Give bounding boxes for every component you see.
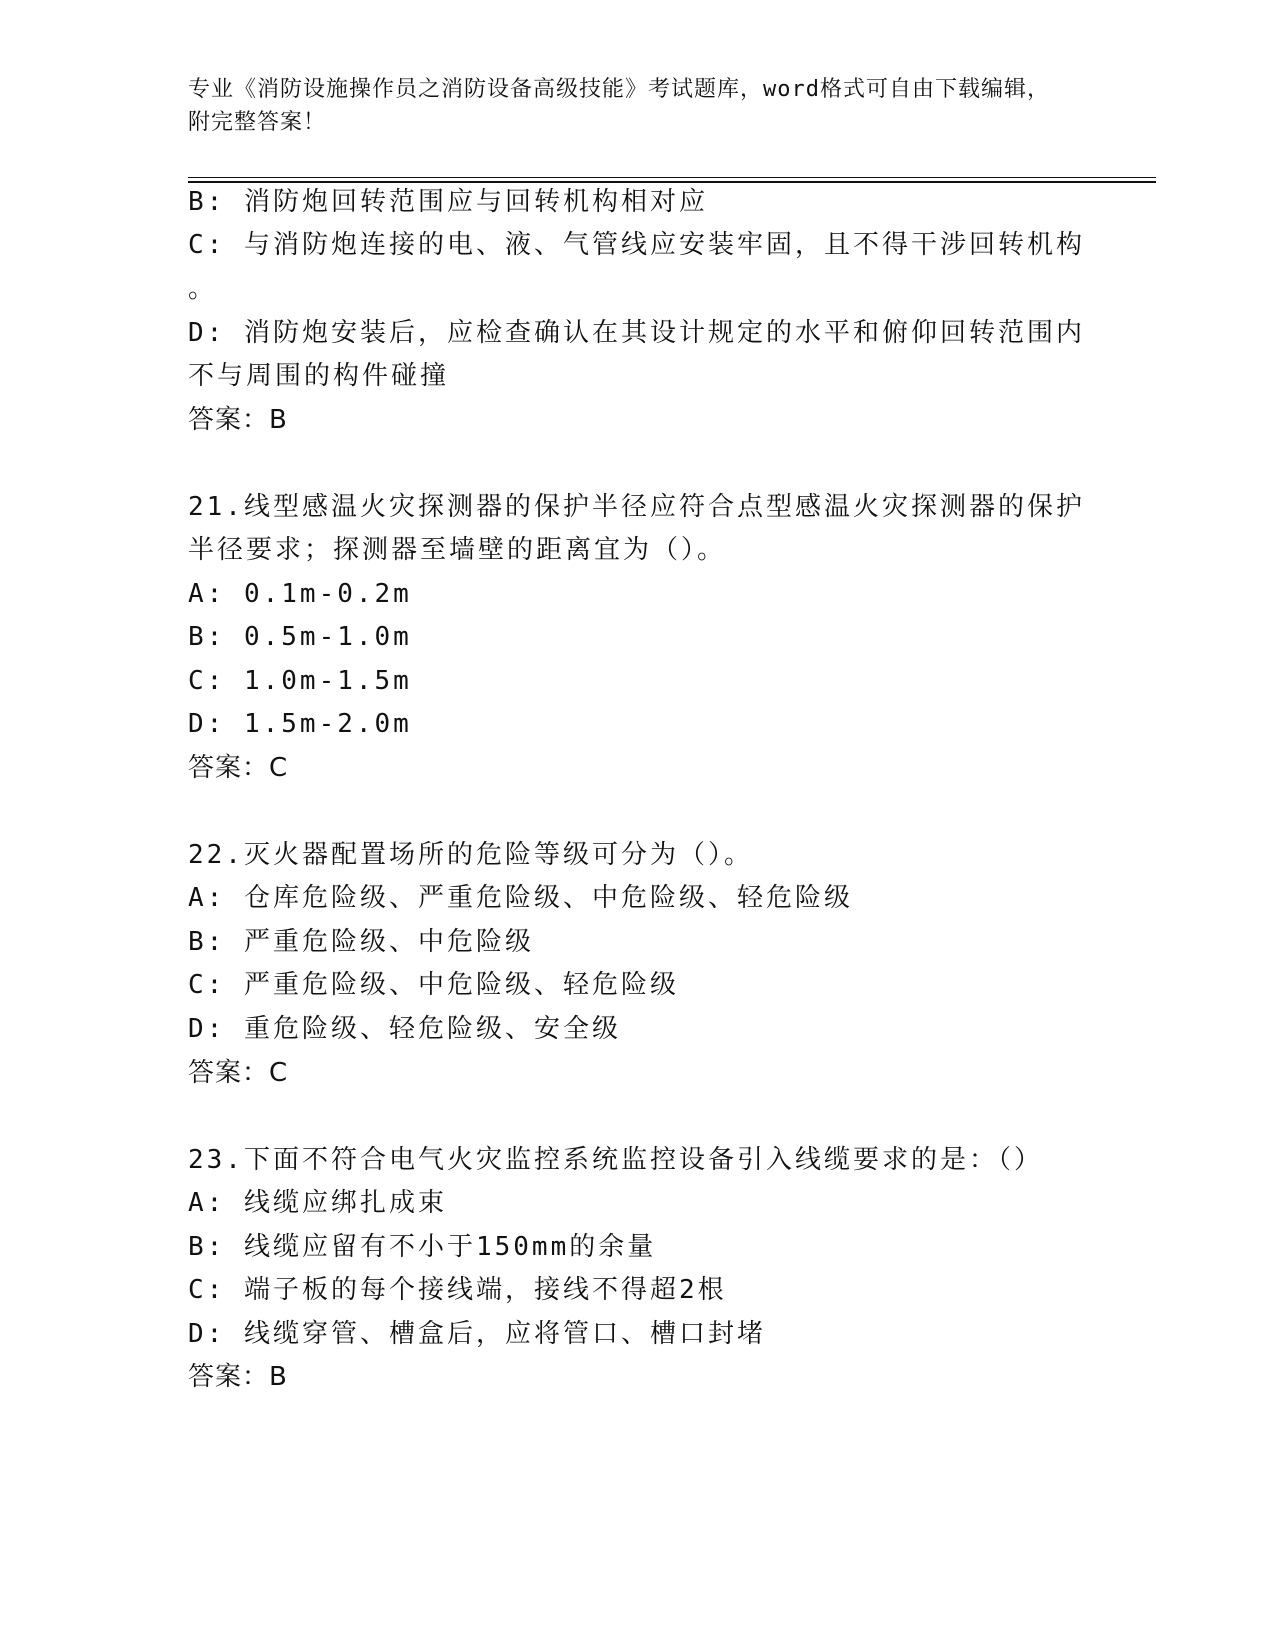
prev-answer: 答案：B	[188, 405, 288, 435]
q22-option-b: B: 严重危险级、中危险级	[188, 927, 534, 957]
document-header: 专业《消防设施操作员之消防设备高级技能》考试题库，word格式可自由下载编辑，附完整答案！	[188, 77, 1050, 135]
prev-option-d-line2: 不与周围的构件碰撞	[188, 361, 450, 391]
q23-option-d: D: 线缆穿管、槽盒后，应将管口、槽口封堵	[188, 1319, 766, 1349]
q22-option-d: D: 重危险级、轻危险级、安全级	[188, 1014, 621, 1044]
q22-stem: 22.灭火器配置场所的危险等级可分为（）。	[188, 840, 753, 870]
q21-option-d: D: 1.5m-2.0m	[188, 709, 412, 739]
prev-option-c-line1: C: 与消防炮连接的电、液、气管线应安装牢固，且不得干涉回转机构	[188, 230, 1085, 260]
header-divider-thick	[188, 181, 1156, 183]
q23-stem: 23.下面不符合电气火灾监控系统监控设备引入线缆要求的是：（）	[188, 1145, 1043, 1175]
q21-answer: 答案：C	[188, 753, 289, 783]
q22-answer: 答案：C	[188, 1058, 289, 1088]
q23-option-c: C: 端子板的每个接线端，接线不得超2根	[188, 1275, 727, 1305]
q23-answer: 答案：B	[188, 1362, 288, 1392]
q21-stem-line2: 半径要求；探测器至墙壁的距离宜为（）。	[188, 535, 727, 565]
q21-stem-line1: 21.线型感温火灾探测器的保护半径应符合点型感温火灾探测器的保护	[188, 492, 1085, 522]
q22-option-a: A: 仓库危险级、严重危险级、中危险级、轻危险级	[188, 883, 853, 913]
header-divider-thin	[188, 177, 1156, 178]
prev-option-b: B: 消防炮回转范围应与回转机构相对应	[188, 187, 708, 217]
prev-option-d-line1: D: 消防炮安装后，应检查确认在其设计规定的水平和俯仰回转范围内	[188, 318, 1085, 348]
q21-option-b: B: 0.5m-1.0m	[188, 622, 412, 652]
q23-option-b: B: 线缆应留有不小于150mm的余量	[188, 1232, 657, 1262]
q22-option-c: C: 严重危险级、中危险级、轻危险级	[188, 970, 679, 1000]
q21-option-a: A: 0.1m-0.2m	[188, 579, 412, 609]
prev-option-c-line2: 。	[188, 274, 218, 304]
q23-option-a: A: 线缆应绑扎成束	[188, 1188, 447, 1218]
q21-option-c: C: 1.0m-1.5m	[188, 666, 412, 696]
